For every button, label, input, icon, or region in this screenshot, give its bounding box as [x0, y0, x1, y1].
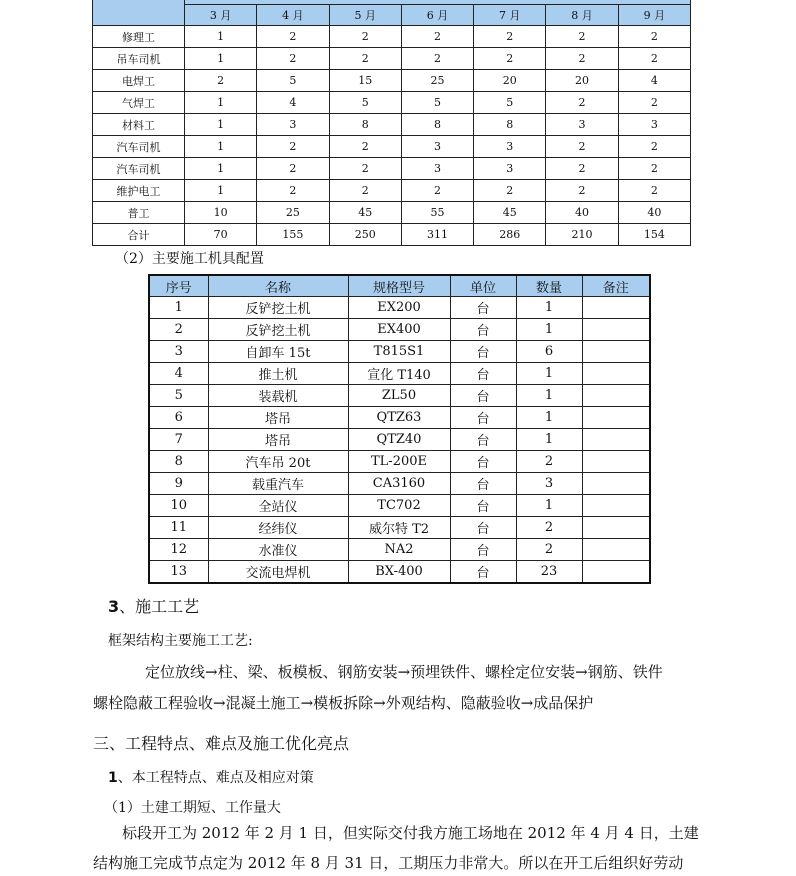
labor-cell: 2	[185, 70, 257, 92]
labor-table-row	[93, 158, 691, 180]
labor-cell: 1	[185, 92, 257, 114]
labor-cell: 2	[618, 48, 690, 70]
labor-cell: 8	[329, 114, 401, 136]
labor-cell: 4	[257, 92, 329, 114]
machine-cell: 水准仪	[208, 539, 348, 561]
machine-cell: 9	[149, 473, 208, 495]
labor-cell: 25	[401, 70, 473, 92]
machine-cell	[582, 341, 650, 363]
subsection-1-title	[108, 767, 314, 787]
machine-cell: 12	[149, 539, 208, 561]
machine-header-cell: 名称	[208, 275, 348, 297]
labor-row-name: 修理工	[93, 26, 185, 48]
labor-table-row	[93, 26, 691, 48]
heading-number: 3	[108, 597, 120, 616]
machine-cell: 经纬仪	[208, 517, 348, 539]
machine-table-row	[149, 561, 650, 584]
labor-cell: 2	[474, 180, 546, 202]
labor-table-row	[93, 92, 691, 114]
labor-cell: 2	[474, 26, 546, 48]
machine-cell: 台	[450, 429, 516, 451]
labor-cell: 2	[546, 158, 618, 180]
machine-cell: 1	[516, 407, 582, 429]
month-header: 9 月	[618, 5, 690, 26]
machine-header-cell: 备注	[582, 275, 650, 297]
labor-cell: 154	[618, 224, 690, 246]
machine-cell	[582, 473, 650, 495]
labor-cell: 2	[257, 136, 329, 158]
labor-cell: 2	[401, 26, 473, 48]
labor-cell: 3	[401, 136, 473, 158]
labor-cell: 2	[546, 26, 618, 48]
labor-row-name: 维护电工	[93, 180, 185, 202]
machine-cell: 台	[450, 539, 516, 561]
labor-table	[92, 0, 691, 246]
machine-header-cell: 数量	[516, 275, 582, 297]
labor-cell: 8	[474, 114, 546, 136]
machine-header-cell: 序号	[149, 275, 208, 297]
labor-table-row	[93, 136, 691, 158]
subsection-text: 、本工程特点、难点及相应对策	[117, 770, 314, 786]
labor-cell: 1	[185, 114, 257, 136]
labor-cell: 2	[474, 48, 546, 70]
machine-cell: 10	[149, 495, 208, 517]
machine-cell: 1	[516, 429, 582, 451]
labor-row-name: 汽车司机	[93, 136, 185, 158]
machine-cell	[582, 495, 650, 517]
labor-cell: 3	[474, 158, 546, 180]
labor-cell: 5	[257, 70, 329, 92]
labor-cell: 2	[546, 48, 618, 70]
machine-cell: 11	[149, 517, 208, 539]
labor-cell: 70	[185, 224, 257, 246]
machine-cell	[582, 319, 650, 341]
labor-cell: 2	[329, 180, 401, 202]
machine-cell: 23	[516, 561, 582, 584]
machine-cell: 1	[516, 385, 582, 407]
machine-cell: 台	[450, 451, 516, 473]
labor-cell: 1	[185, 26, 257, 48]
machine-cell: 交流电焊机	[208, 561, 348, 584]
labor-table-row	[93, 70, 691, 92]
machine-cell: 8	[149, 451, 208, 473]
machine-cell: 4	[149, 363, 208, 385]
machine-cell: 6	[149, 407, 208, 429]
machine-cell: 1	[516, 495, 582, 517]
machine-cell: CA3160	[348, 473, 450, 495]
machine-table-row	[149, 341, 650, 363]
machine-cell	[582, 363, 650, 385]
machine-cell: 载重汽车	[208, 473, 348, 495]
labor-cell: 2	[546, 180, 618, 202]
labor-row-name: 合计	[93, 224, 185, 246]
month-header: 8 月	[546, 5, 618, 26]
machine-cell	[582, 561, 650, 584]
machine-cell: 台	[450, 561, 516, 584]
labor-cell: 2	[618, 136, 690, 158]
machine-cell: BX-400	[348, 561, 450, 584]
labor-cell: 1	[185, 136, 257, 158]
labor-cell: 4	[618, 70, 690, 92]
section-3-title: 三、工程特点、难点及施工优化亮点	[93, 734, 350, 753]
labor-cell: 5	[401, 92, 473, 114]
machine-cell: QTZ40	[348, 429, 450, 451]
labor-cell: 5	[329, 92, 401, 114]
machine-cell: 台	[450, 297, 516, 319]
machine-cell: 1	[149, 297, 208, 319]
labor-cell: 20	[474, 70, 546, 92]
machine-table-row	[149, 517, 650, 539]
month-header: 4 月	[257, 5, 329, 26]
machine-table-row	[149, 429, 650, 451]
machine-cell: 宣化 T140	[348, 363, 450, 385]
machine-cell: 6	[516, 341, 582, 363]
machine-cell: 台	[450, 473, 516, 495]
paragraph-line-1: 标段开工为 2012 年 2 月 1 日，但实际交付我方施工场地在 2012 年 4 月 4 日，土建	[122, 824, 699, 842]
machine-header-cell: 单位	[450, 275, 516, 297]
machine-cell	[582, 407, 650, 429]
machine-cell: NA2	[348, 539, 450, 561]
machine-cell	[582, 539, 650, 561]
labor-cell: 2	[618, 180, 690, 202]
machine-cell: 塔吊	[208, 407, 348, 429]
labor-row-name: 普工	[93, 202, 185, 224]
machine-table-row	[149, 319, 650, 341]
labor-cell: 2	[546, 92, 618, 114]
machine-table-row	[149, 297, 650, 319]
machine-cell: TL-200E	[348, 451, 450, 473]
labor-cell: 20	[546, 70, 618, 92]
labor-cell: 210	[546, 224, 618, 246]
machine-cell: 台	[450, 363, 516, 385]
machine-cell: 2	[149, 319, 208, 341]
machine-cell: 汽车吊 20t	[208, 451, 348, 473]
process-line-1: 定位放线→柱、梁、板模板、钢筋安装→预埋铁件、螺栓定位安装→钢筋、铁件	[145, 663, 663, 681]
labor-cell: 1	[185, 48, 257, 70]
machine-cell: T815S1	[348, 341, 450, 363]
labor-cell: 40	[618, 202, 690, 224]
labor-cell: 250	[329, 224, 401, 246]
machine-cell: 全站仪	[208, 495, 348, 517]
machine-table-row	[149, 407, 650, 429]
machine-table-header-row	[149, 275, 650, 297]
labor-cell: 10	[185, 202, 257, 224]
machine-table-row	[149, 363, 650, 385]
labor-cell: 55	[401, 202, 473, 224]
labor-table-row	[93, 180, 691, 202]
process-intro: 框架结构主要施工工艺:	[108, 633, 253, 649]
machine-cell: 塔吊	[208, 429, 348, 451]
labor-header-corner-lower	[93, 5, 185, 26]
labor-row-name: 电焊工	[93, 70, 185, 92]
machine-cell: 反铲挖土机	[208, 297, 348, 319]
labor-cell: 2	[257, 180, 329, 202]
labor-row-name: 气焊工	[93, 92, 185, 114]
labor-cell: 286	[474, 224, 546, 246]
subsection-1-1-title: （1）土建工期短、工作量大	[104, 800, 281, 816]
machine-cell: 台	[450, 319, 516, 341]
machine-table	[148, 274, 651, 584]
labor-cell: 40	[546, 202, 618, 224]
month-header: 3 月	[185, 5, 257, 26]
machine-cell: 3	[516, 473, 582, 495]
labor-cell: 3	[401, 158, 473, 180]
labor-cell: 2	[618, 26, 690, 48]
labor-cell: 5	[474, 92, 546, 114]
machine-cell: 台	[450, 341, 516, 363]
machine-cell: 2	[516, 517, 582, 539]
machine-cell: 威尔特 T2	[348, 517, 450, 539]
machine-cell: 1	[516, 297, 582, 319]
machine-cell: 推土机	[208, 363, 348, 385]
machine-cell	[582, 429, 650, 451]
machine-table-row	[149, 451, 650, 473]
machine-cell: 3	[149, 341, 208, 363]
subsection-number: 1	[108, 770, 118, 786]
machine-cell: 5	[149, 385, 208, 407]
labor-cell: 2	[618, 158, 690, 180]
machine-cell: 2	[516, 451, 582, 473]
labor-cell: 2	[257, 26, 329, 48]
labor-table-row	[93, 48, 691, 70]
machine-table-row	[149, 495, 650, 517]
labor-table-row	[93, 114, 691, 136]
machine-cell: 台	[450, 517, 516, 539]
machine-cell	[582, 385, 650, 407]
labor-cell: 3	[474, 136, 546, 158]
labor-cell: 1	[185, 180, 257, 202]
labor-cell: 3	[546, 114, 618, 136]
labor-cell: 8	[401, 114, 473, 136]
labor-cell: 2	[329, 48, 401, 70]
labor-row-name: 汽车司机	[93, 158, 185, 180]
labor-cell: 311	[401, 224, 473, 246]
machine-cell	[582, 517, 650, 539]
labor-cell: 2	[329, 136, 401, 158]
machine-cell: 2	[516, 539, 582, 561]
machine-cell: 台	[450, 495, 516, 517]
machine-cell	[582, 297, 650, 319]
labor-cell: 2	[618, 92, 690, 114]
labor-cell: 2	[401, 48, 473, 70]
machine-cell: 自卸车 15t	[208, 341, 348, 363]
machine-cell: 台	[450, 385, 516, 407]
machine-header-cell: 规格型号	[348, 275, 450, 297]
labor-table-row	[93, 202, 691, 224]
machine-cell: EX400	[348, 319, 450, 341]
heading-text: 、施工工艺	[119, 597, 200, 616]
labor-cell: 155	[257, 224, 329, 246]
labor-cell: 15	[329, 70, 401, 92]
machine-cell: 1	[516, 319, 582, 341]
machine-section-title: （2）主要施工机具配置	[115, 251, 264, 267]
labor-cell: 2	[257, 48, 329, 70]
labor-cell: 2	[546, 136, 618, 158]
labor-cell: 2	[329, 158, 401, 180]
machine-table-row	[149, 539, 650, 561]
labor-cell: 25	[257, 202, 329, 224]
machine-table-row	[149, 385, 650, 407]
labor-cell: 1	[185, 158, 257, 180]
machine-cell: TC702	[348, 495, 450, 517]
machine-cell: 1	[516, 363, 582, 385]
paragraph-line-2: 结构施工完成节点定为 2012 年 8 月 31 日，工期压力非常大。所以在开工后组织好劳动	[93, 854, 684, 872]
labor-cell: 45	[329, 202, 401, 224]
labor-row-name: 材料工	[93, 114, 185, 136]
machine-cell	[582, 451, 650, 473]
month-header: 5 月	[329, 5, 401, 26]
process-line-2: 螺栓隐蔽工程验收→混凝土施工→模板拆除→外观结构、隐蔽验收→成品保护	[93, 694, 594, 712]
machine-cell: QTZ63	[348, 407, 450, 429]
labor-cell: 45	[474, 202, 546, 224]
machine-cell: 反铲挖土机	[208, 319, 348, 341]
month-header: 7 月	[474, 5, 546, 26]
machine-cell: 13	[149, 561, 208, 584]
heading-construction-process	[108, 594, 199, 617]
machine-cell: EX200	[348, 297, 450, 319]
labor-cell: 2	[401, 180, 473, 202]
machine-cell: 7	[149, 429, 208, 451]
labor-table-row	[93, 224, 691, 246]
labor-cell: 3	[257, 114, 329, 136]
month-header: 6 月	[401, 5, 473, 26]
labor-cell: 3	[618, 114, 690, 136]
labor-cell: 2	[257, 158, 329, 180]
labor-cell: 2	[329, 26, 401, 48]
machine-table-row	[149, 473, 650, 495]
machine-cell: 台	[450, 407, 516, 429]
machine-cell: 装载机	[208, 385, 348, 407]
labor-row-name: 吊车司机	[93, 48, 185, 70]
labor-table-month-row	[93, 5, 691, 26]
machine-cell: ZL50	[348, 385, 450, 407]
